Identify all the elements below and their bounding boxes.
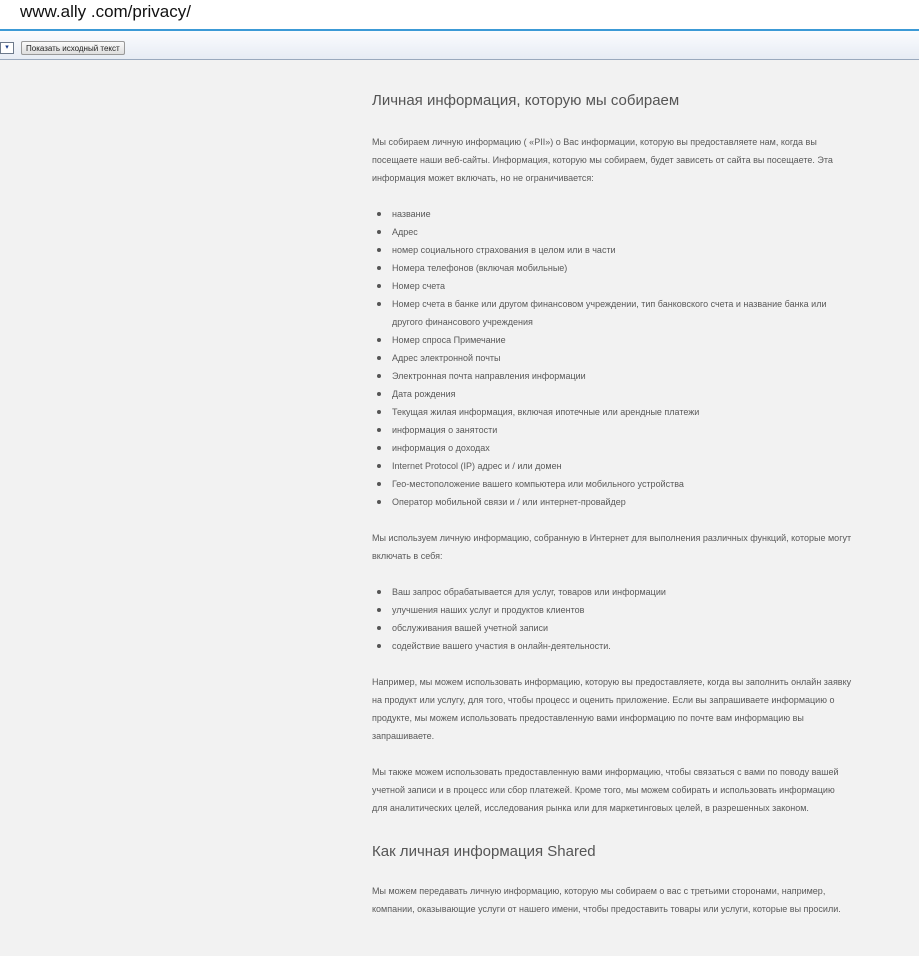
section-heading-sharing: Как личная информация Shared xyxy=(372,843,596,860)
list-item: название xyxy=(392,205,852,223)
translation-bar xyxy=(0,31,919,60)
list-item: Ваш запрос обрабатывается для услуг, товаров или информации xyxy=(392,583,852,601)
list-item: Адрес электронной почты xyxy=(392,349,852,367)
usage-paragraph: Мы используем личную информацию, собранную в Интернет для выполнения различных функций, которые могут включать в себя: xyxy=(372,533,852,561)
sharing-paragraph: Мы можем передавать личную информацию, которую мы собираем о вас с третьими сторонами, например, компании, оказывающие услуги от нашего имени, чтобы предоставить товары или услуги, которые вы просили. xyxy=(372,886,841,914)
list-item: Электронная почта направления информации xyxy=(392,367,852,385)
url-text[interactable] xyxy=(20,2,191,22)
url-value[interactable]: www.ally .com/privacy/ xyxy=(20,2,191,21)
list-item: номер социального страхования в целом или в части xyxy=(392,241,852,259)
list-item: Текущая жилая информация, включая ипотечные или арендные платежи xyxy=(392,403,852,421)
show-original-button[interactable]: Показать исходный текст xyxy=(21,41,125,55)
list-item: информация о доходах xyxy=(392,439,852,457)
section-heading-collected-info: Личная информация, которую мы собираем xyxy=(372,92,680,109)
intro-paragraph: Мы собираем личную информацию ( «PII») о Вас информации, которую вы предоставляете нам, когда вы посещаете наши веб-сайты. Информация, которую мы собираем, будет зависеть от сайта вы посещаете. Эта информация может включать, но не ограничивается: xyxy=(372,137,833,183)
collected-info-list xyxy=(372,205,852,511)
list-item: Оператор мобильной связи и / или интернет-провайдер xyxy=(392,493,852,511)
list-item: Internet Protocol (IP) адрес и / или домен xyxy=(392,457,852,475)
article-content xyxy=(372,90,852,936)
list-item: Номер спроса Примечание xyxy=(392,331,852,349)
list-item: улучшения наших услуг и продуктов клиентов xyxy=(392,601,852,619)
language-dropdown-icon[interactable]: ▾ xyxy=(0,42,14,54)
list-item: обслуживания вашей учетной записи xyxy=(392,619,852,637)
list-item: Гео-местоположение вашего компьютера или мобильного устройства xyxy=(392,475,852,493)
example-paragraph: Например, мы можем использовать информацию, которую вы предоставляете, когда вы заполнить онлайн заявку на продукт или услугу, для того, чтобы процесс и оценить приложение. Если вы запрашиваете информацию о продукте, мы можем использовать предоставленную вами информацию по почте вам информацию вы запрашиваете. xyxy=(372,677,852,741)
list-item: информация о занятости xyxy=(392,421,852,439)
list-item: Номер счета в банке или другом финансовом учреждении, тип банковского счета и название банка или другого финансового учреждения xyxy=(392,295,852,331)
contact-paragraph: Мы также можем использовать предоставленную вами информацию, чтобы связаться с вами по поводу вашей учетной записи и в процесс или сбор платежей. Кроме того, мы можем собирать и использовать информацию для аналитических целей, исследования рынка или для маркетинговых целей, в разрешенных законом. xyxy=(372,767,839,813)
list-item: Дата рождения xyxy=(392,385,852,403)
list-item: Номера телефонов (включая мобильные) xyxy=(392,259,852,277)
usage-list xyxy=(372,583,852,655)
list-item: Адрес xyxy=(392,223,852,241)
list-item: Номер счета xyxy=(392,277,852,295)
address-bar[interactable] xyxy=(0,0,919,31)
list-item: содействие вашего участия в онлайн-деятельности. xyxy=(392,637,852,655)
